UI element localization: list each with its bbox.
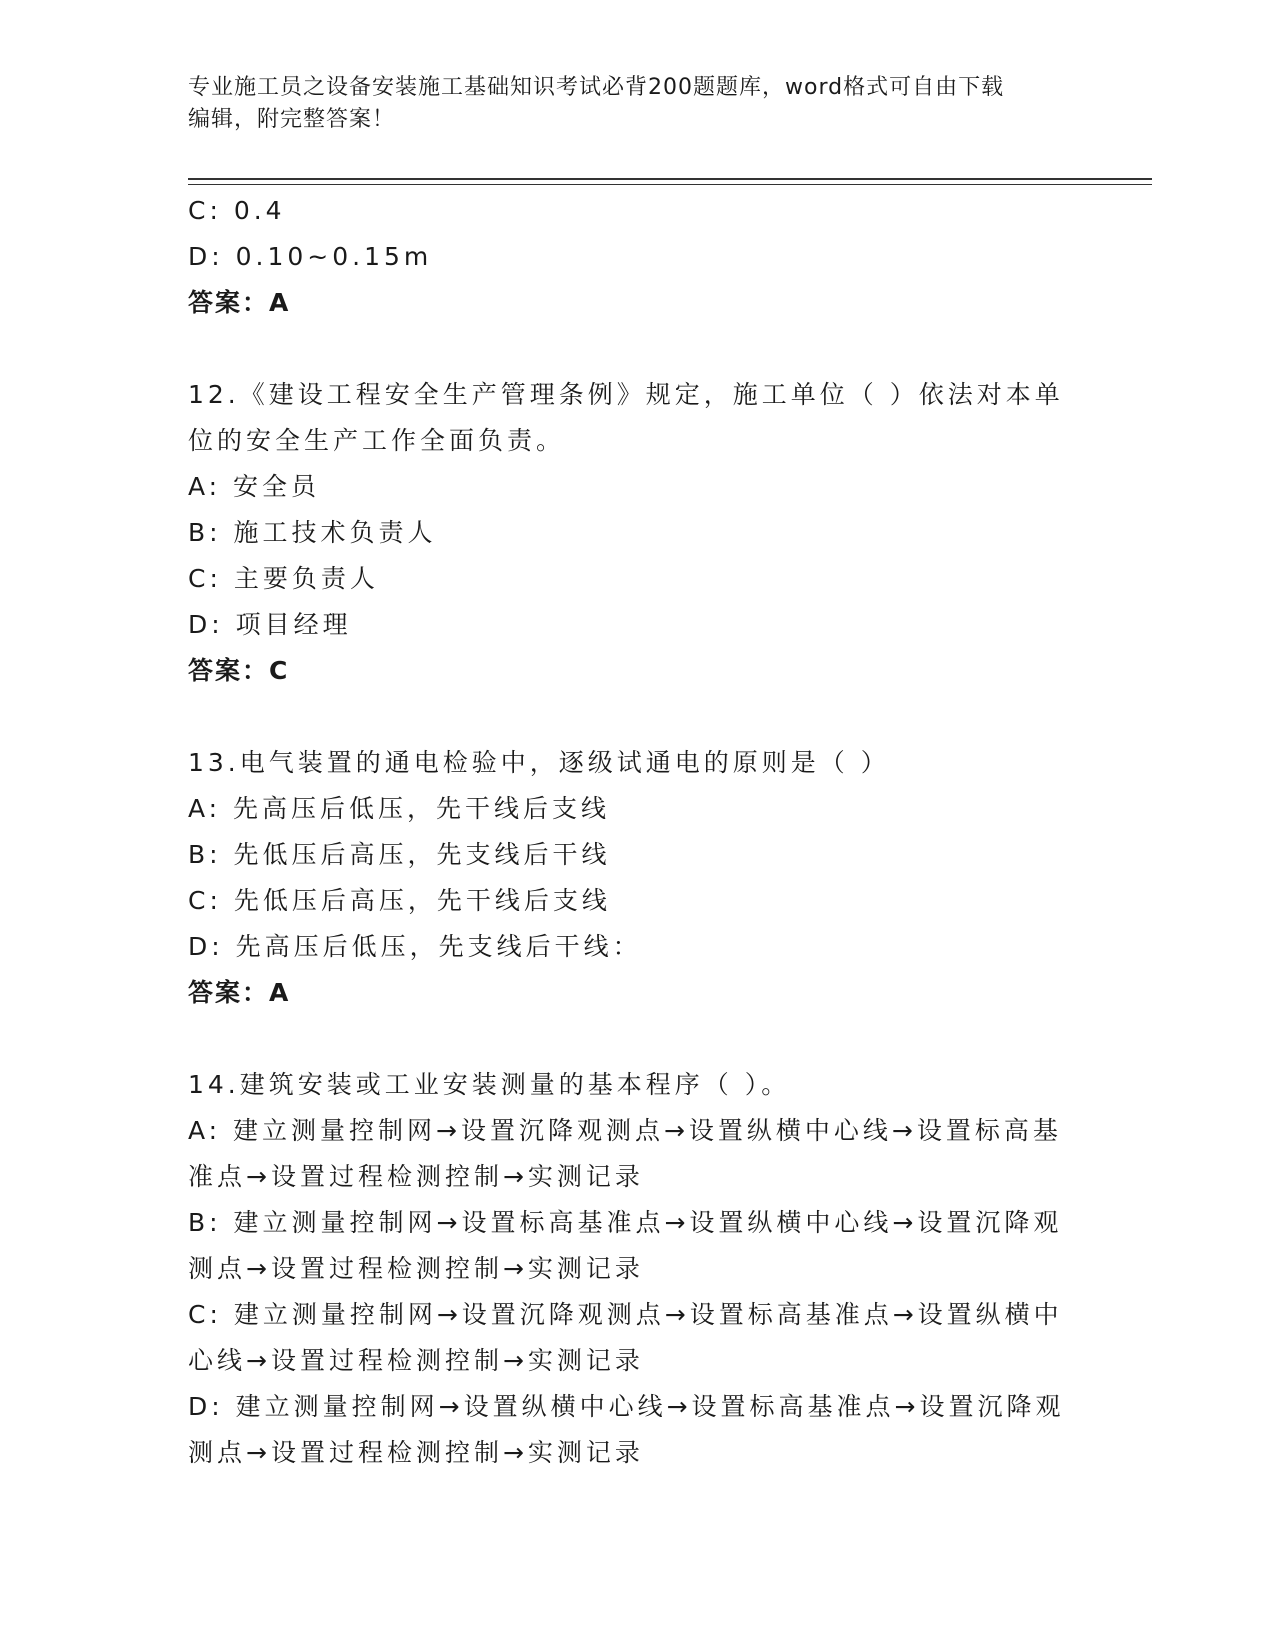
option-d: D: 先高压后低压，先支线后干线： bbox=[188, 932, 642, 961]
question-text-line: 12.《建设工程安全生产管理条例》规定，施工单位（ ）依法对本单 bbox=[188, 380, 1064, 409]
header-line-1: 专业施工员之设备安装施工基础知识考试必背200题题库，word格式可自由下载 bbox=[188, 75, 1005, 100]
answer: 答案：A bbox=[188, 288, 291, 317]
spacer bbox=[188, 1016, 1088, 1062]
option-d: D: 建立测量控制网→设置纵横中心线→设置标高基准点→设置沉降观 bbox=[188, 1392, 1065, 1421]
option-b-continued: 测点→设置过程检测控制→实测记录 bbox=[188, 1254, 644, 1283]
option-c: C: 主要负责人 bbox=[188, 564, 379, 593]
answer: 答案：A bbox=[188, 978, 291, 1007]
option-a-continued: 准点→设置过程检测控制→实测记录 bbox=[188, 1162, 644, 1191]
header-rule-thick bbox=[188, 178, 1152, 180]
header-line-2: 编辑，附完整答案！ bbox=[188, 107, 396, 132]
option-d-continued: 测点→设置过程检测控制→实测记录 bbox=[188, 1438, 644, 1467]
question-11-tail bbox=[188, 188, 1088, 326]
option-b: B: 施工技术负责人 bbox=[188, 518, 437, 547]
question-text-line: 位的安全生产工作全面负责。 bbox=[188, 426, 566, 455]
question-text-line: 14.建筑安装或工业安装测量的基本程序（ ）。 bbox=[188, 1070, 791, 1099]
option-a: A: 安全员 bbox=[188, 472, 321, 501]
header-rule-thin bbox=[188, 184, 1152, 185]
question-content bbox=[188, 188, 1088, 1476]
question-14 bbox=[188, 1062, 1088, 1476]
option-d: D: 0.10~0.15m bbox=[188, 242, 433, 271]
option-a: A: 建立测量控制网→设置沉降观测点→设置纵横中心线→设置标高基 bbox=[188, 1116, 1062, 1145]
question-12 bbox=[188, 372, 1088, 694]
option-c: C: 先低压后高压，先干线后支线 bbox=[188, 886, 611, 915]
option-c: C: 0.4 bbox=[188, 196, 286, 225]
option-a: A: 先高压后低压，先干线后支线 bbox=[188, 794, 611, 823]
question-text-line: 13.电气装置的通电检验中，逐级试通电的原则是（ ） bbox=[188, 748, 890, 777]
question-13 bbox=[188, 740, 1088, 1016]
answer: 答案：C bbox=[188, 656, 290, 685]
option-d: D: 项目经理 bbox=[188, 610, 352, 639]
option-c: C: 建立测量控制网→设置沉降观测点→设置标高基准点→设置纵横中 bbox=[188, 1300, 1063, 1329]
option-b: B: 先低压后高压，先支线后干线 bbox=[188, 840, 611, 869]
option-b: B: 建立测量控制网→设置标高基准点→设置纵横中心线→设置沉降观 bbox=[188, 1208, 1063, 1237]
page-header bbox=[188, 72, 1068, 136]
option-c-continued: 心线→设置过程检测控制→实测记录 bbox=[188, 1346, 644, 1375]
spacer bbox=[188, 694, 1088, 740]
spacer bbox=[188, 326, 1088, 372]
